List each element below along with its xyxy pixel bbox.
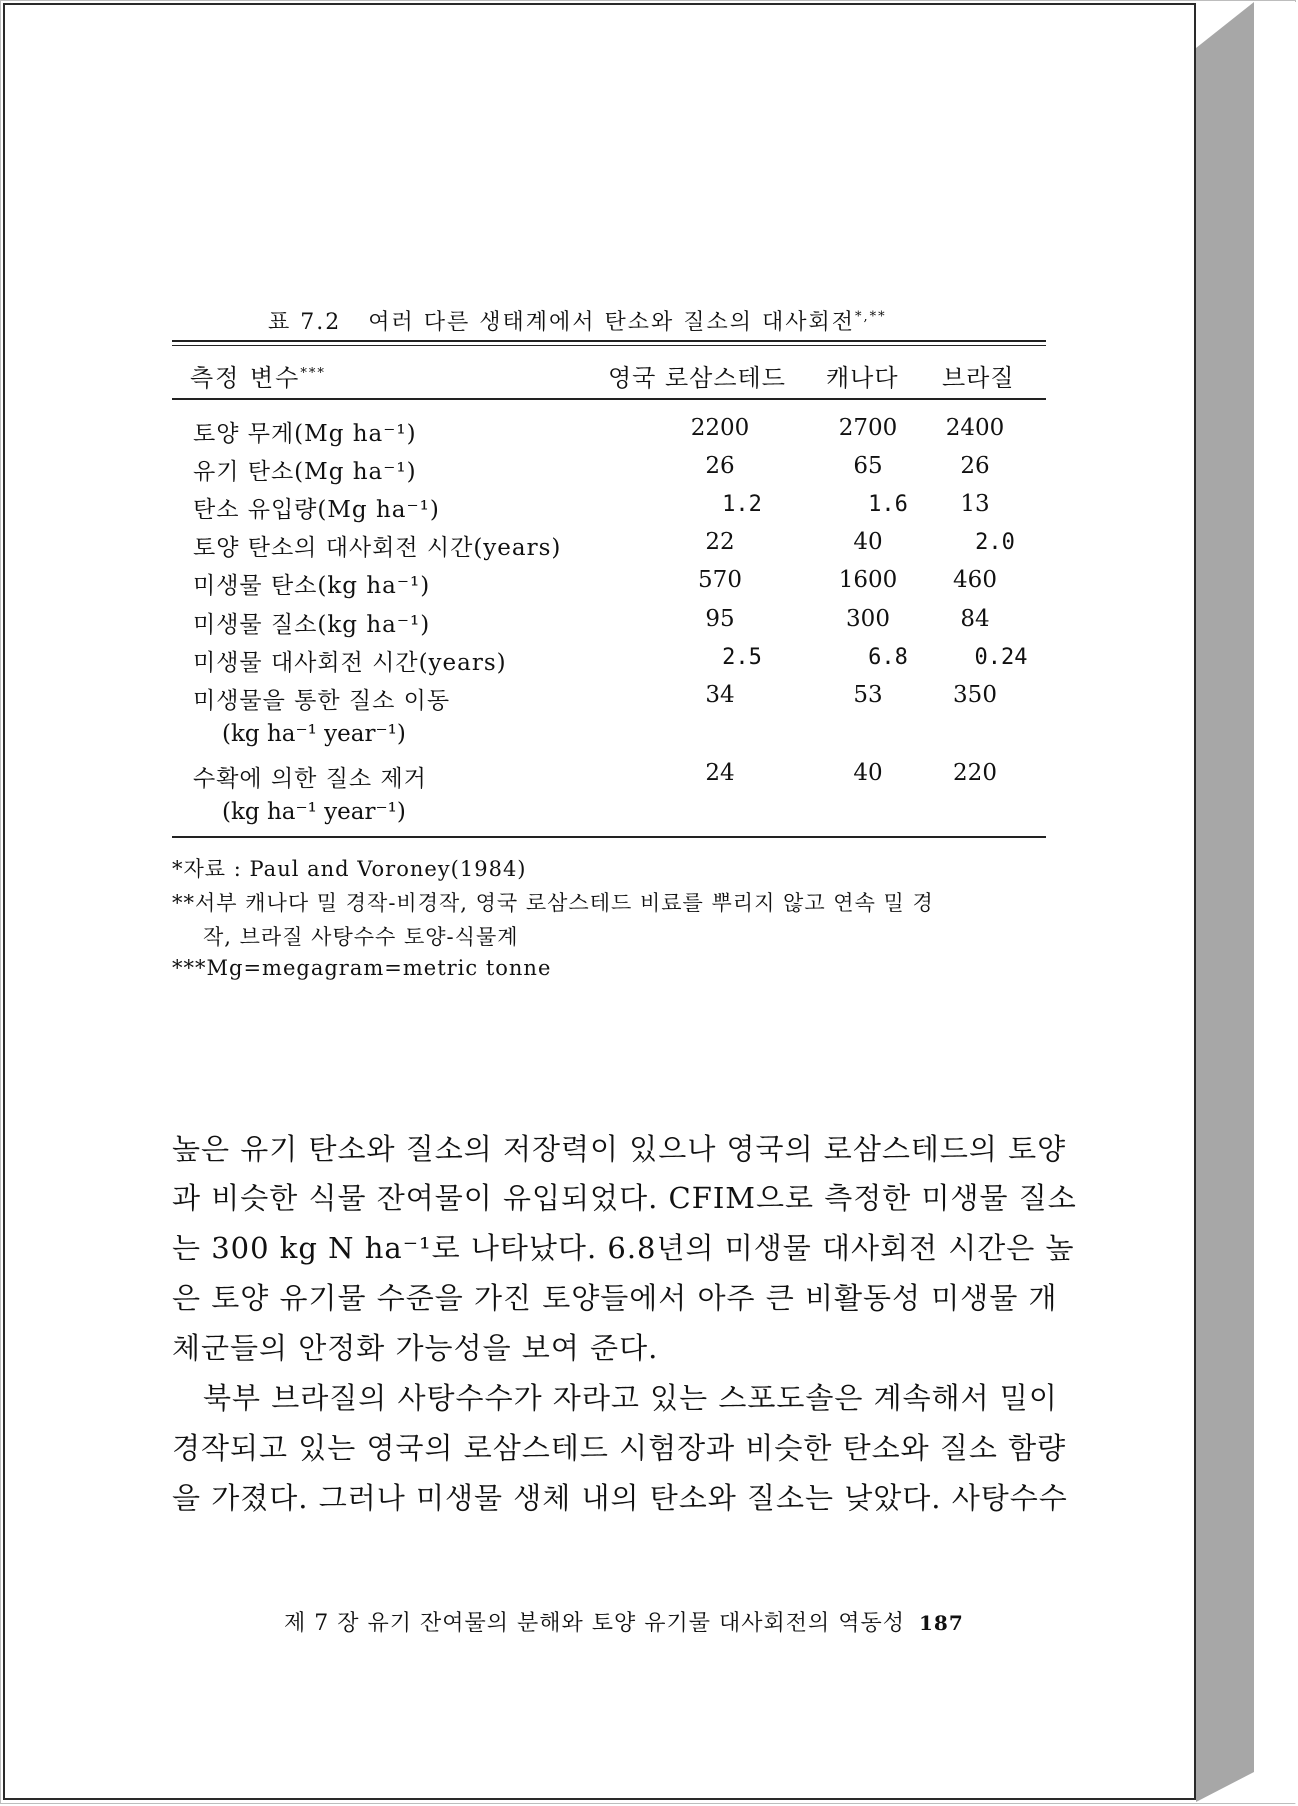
table-note-source: *자료 : Paul and Voroney(1984) (172, 857, 527, 881)
body-line: 과 비슷한 식물 잔여물이 유입되었다. CFIM으로 측정한 미생물 질소 (172, 1181, 1077, 1215)
body-line: 높은 유기 탄소와 질소의 저장력이 있으나 영국의 로삼스테드의 토양 (172, 1132, 1067, 1166)
header-footnote-mark: *** (300, 366, 326, 381)
cell-brazil: 13 (960, 491, 990, 517)
running-footer (284, 1606, 964, 1637)
row-label: 미생물 탄소(kg ha⁻¹) (193, 573, 431, 599)
row-label: 미생물을 통한 질소 이동 (193, 688, 451, 714)
table-note-units: ***Mg=megagram=metric tonne (172, 956, 552, 980)
header-canada: 캐나다 (826, 364, 899, 392)
header-rule (172, 398, 1046, 400)
cell-canada: 40 (853, 760, 883, 786)
header-variable: 측정 변수*** (190, 364, 326, 392)
body-line: 경작되고 있는 영국의 로삼스테드 시험장과 비슷한 탄소와 질소 함량 (172, 1431, 1067, 1465)
table-note-sites-cont: 작, 브라질 사탕수수 토양-식물계 (203, 925, 519, 949)
cell-canada: 2700 (838, 415, 898, 441)
cell-rothamsted: 34 (705, 682, 735, 708)
cell-canada: 6.8 (868, 645, 908, 670)
caption-footnote-mark: *,** (854, 309, 887, 325)
row-label: 토양 무게(Mg ha⁻¹) (193, 421, 417, 447)
row-label-unit: (kg ha⁻¹ year⁻¹) (222, 721, 406, 747)
cell-rothamsted: 570 (698, 567, 742, 593)
cell-rothamsted: 1.2 (722, 492, 762, 517)
cell-brazil: 84 (960, 606, 990, 632)
body-line: 체군들의 안정화 가능성을 보여 준다. (172, 1331, 659, 1365)
row-label: 토양 탄소의 대사회전 시간(years) (193, 535, 562, 561)
body-line: 북부 브라질의 사탕수수가 자라고 있는 스포도솔은 계속해서 밀이 (203, 1381, 1058, 1415)
cell-rothamsted: 22 (705, 529, 735, 555)
chapter-title: 제 7 장 유기 잔여물의 분해와 토양 유기물 대사회전의 역동성 (284, 1611, 905, 1636)
cell-canada: 1.6 (868, 492, 908, 517)
table-note-sites: **서부 캐나다 밀 경작-비경작, 영국 로삼스테드 비료를 뿌리지 않고 연속 밀 경 (172, 891, 934, 915)
cell-rothamsted: 2.5 (722, 645, 762, 670)
header-brazil: 브라질 (942, 364, 1015, 392)
row-label: 탄소 유입량(Mg ha⁻¹) (193, 497, 440, 523)
body-line: 은 토양 유기물 수준을 가진 토양들에서 아주 큰 비활동성 미생물 개 (172, 1281, 1058, 1315)
cell-brazil: 2.0 (975, 530, 1015, 555)
cell-brazil: 2400 (945, 415, 1005, 441)
table-caption (268, 305, 968, 336)
row-label: 유기 탄소(Mg ha⁻¹) (193, 459, 417, 485)
body-line: 는 300 kg N ha⁻¹로 나타났다. 6.8년의 미생물 대사회전 시간은 높 (172, 1231, 1075, 1265)
caption-prefix: 표 7.2 (268, 310, 342, 335)
cell-canada: 40 (853, 529, 883, 555)
cell-rothamsted: 95 (705, 606, 735, 632)
table-bottom-rule (172, 836, 1046, 838)
body-line: 을 가졌다. 그러나 미생물 생체 내의 탄소와 질소는 낮았다. 사탕수수 (172, 1481, 1068, 1515)
table-top-rule (172, 340, 1046, 342)
cell-brazil: 350 (953, 682, 997, 708)
cell-canada: 300 (846, 606, 890, 632)
row-label: 미생물 대사회전 시간(years) (193, 650, 507, 676)
cell-canada: 1600 (838, 567, 898, 593)
row-label-unit: (kg ha⁻¹ year⁻¹) (222, 799, 406, 825)
cell-canada: 65 (853, 453, 883, 479)
cell-canada: 53 (853, 682, 883, 708)
cell-rothamsted: 24 (705, 760, 735, 786)
header-rothamsted: 영국 로삼스테드 (608, 364, 786, 392)
row-label: 수확에 의한 질소 제거 (193, 766, 427, 792)
book-side-edge (1196, 0, 1296, 1804)
cell-brazil: 220 (953, 760, 997, 786)
cell-brazil: 0.24 (974, 645, 1028, 670)
table-top-rule-thin (172, 345, 1046, 346)
caption-title: 여러 다른 생태계에서 탄소와 질소의 대사회전 (368, 310, 855, 335)
row-label: 미생물 질소(kg ha⁻¹) (193, 612, 431, 638)
cell-brazil: 460 (953, 567, 997, 593)
cell-brazil: 26 (960, 453, 990, 479)
cell-rothamsted: 2200 (690, 415, 750, 441)
page-number: 187 (919, 1611, 964, 1635)
cell-rothamsted: 26 (705, 453, 735, 479)
